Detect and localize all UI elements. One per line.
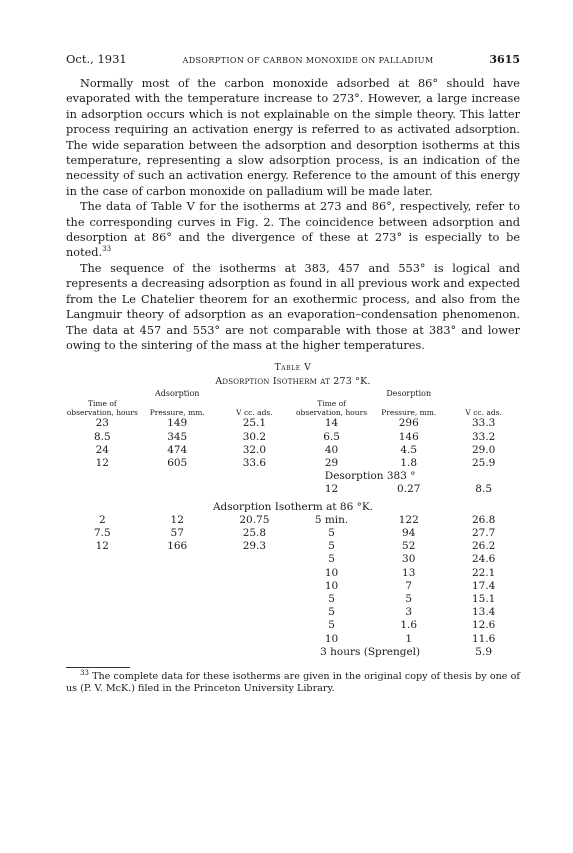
header-date: Oct., 1931	[66, 52, 127, 66]
table-row	[66, 580, 520, 593]
table-row	[66, 431, 520, 444]
paragraph-3: The sequence of the isotherms at 383, 457 and 553° is logical and represents a decreasing adsorption as found in all previous work and expected from the Le Chatelier theorem for an exothermic process, and also from the Langmuir theory of adsorption as an evaporation–condensation phenomenon. The data at 457 and 553° are not comparable with those at 383° and lower owing to the sintering of the mass at the higher temperatures.	[66, 261, 520, 352]
cell-time-des: 10	[324, 579, 339, 592]
cell-sprengel-label: 3 hours (Sprengel)	[320, 645, 421, 658]
footnote-ref: 33	[102, 245, 112, 254]
cell-vcc-ads: 32.0	[242, 443, 267, 456]
cell-time-des: 6.5	[323, 430, 340, 443]
paragraph-2	[66, 199, 520, 261]
cell-vcc-ads	[216, 619, 293, 632]
cell-pressure-des: 1.8	[400, 456, 418, 469]
cell-pressure-des: 5	[405, 592, 413, 605]
cell-time-ads	[66, 553, 139, 566]
cell-time-des: 29	[324, 456, 339, 469]
section-label-desorption-383: Desorption 383 °	[324, 470, 416, 483]
cell-time-des: 10	[324, 632, 339, 645]
cell-pressure-des: 296	[398, 417, 419, 430]
cell-time-des: 5	[328, 553, 335, 566]
cell-time-des: 5	[328, 592, 335, 605]
cell-vcc-des: 29.0	[471, 443, 496, 456]
table-row	[66, 606, 520, 619]
col-vcc-desorption: V cc. ads.	[465, 408, 502, 418]
cell-pressure-ads: 166	[167, 540, 188, 553]
cell-pressure-des: 52	[402, 540, 416, 553]
cell-pressure-des: 30	[402, 553, 416, 566]
cell-vcc-ads: 33.6	[242, 456, 267, 469]
cell-vcc-des: 26.2	[471, 540, 496, 553]
cell-pressure-ads: 57	[170, 526, 184, 539]
cell-time-ads	[66, 593, 139, 606]
cell-pressure-ads	[139, 633, 216, 646]
footnote	[66, 668, 520, 696]
table-row	[66, 593, 520, 606]
cell-pressure-ads: 605	[167, 456, 188, 469]
footnote-rule	[66, 667, 130, 668]
section-label-adsorption-86: Adsorption Isotherm at 86 °K.	[212, 500, 374, 513]
cell-vcc-ads	[216, 606, 293, 619]
group-header-row	[66, 389, 520, 399]
cell-pressure-des: 122	[398, 513, 419, 526]
cell-vcc-ads: 29.3	[242, 540, 267, 553]
table-row	[66, 527, 520, 540]
group-adsorption: Adsorption	[154, 389, 200, 399]
cell-pressure-des: 94	[402, 526, 416, 539]
table-row	[66, 457, 520, 470]
table-row	[66, 567, 520, 580]
cell-vcc-ads: 30.2	[242, 430, 267, 443]
cell-vcc-des: 26.8	[471, 513, 496, 526]
sprengel-row	[66, 646, 520, 659]
footnote-text: The complete data for these isotherms are given in the original copy of thesis by one of us (P. V. McK.) filed in the Princeton University Library.	[66, 670, 520, 695]
cell-pressure-des: 1	[405, 632, 413, 645]
cell-pressure-des: 3	[405, 606, 413, 619]
cell-time-des: 14	[324, 417, 339, 430]
table-row	[66, 417, 520, 430]
column-header-row	[66, 399, 520, 417]
cell-time-des: 5 min.	[314, 513, 349, 526]
cell-vcc-des: 22.1	[471, 566, 496, 579]
footnote-marker: 33	[80, 668, 89, 677]
cell-time-des: 5	[328, 526, 335, 539]
cell-time-ads	[66, 619, 139, 632]
col-time-desorption: Time of observation, hours	[296, 399, 368, 418]
cell-time-des: 40	[324, 443, 339, 456]
cell-time-ads: 7.5	[93, 526, 111, 539]
table-row	[66, 483, 520, 496]
cell-time-ads: 23	[95, 417, 109, 430]
cell-vcc-des: 12.6	[471, 619, 496, 632]
running-title: ADSORPTION OF CARBON MONOXIDE ON PALLADIUM	[182, 56, 434, 65]
cell-pressure-ads	[139, 619, 216, 632]
cell-vcc-des: 33.3	[471, 417, 496, 430]
cell-time-des: 10	[324, 566, 339, 579]
col-pressure-desorption: Pressure, mm.	[381, 408, 437, 418]
page-header	[66, 52, 520, 70]
cell-pressure-des: 13	[402, 566, 416, 579]
desorption-383-label-row	[66, 470, 520, 483]
cell-pressure-des: 7	[405, 579, 413, 592]
cell-vcc-des: 25.9	[471, 456, 496, 469]
cell-vcc-ads	[216, 593, 293, 606]
cell-vcc-ads	[216, 580, 293, 593]
cell-vcc-ads: 25.8	[242, 526, 267, 539]
paragraph-2-text: The data of Table V for the isotherms at 273 and 86°, respectively, refer to the corresponding curves in Fig. 2. The coincidence between adsorption and desorption at 86° and the divergence of these at 273° is especially to be noted.	[66, 200, 520, 260]
table-body	[66, 389, 520, 659]
paragraph-1: Normally most of the carbon monoxide adsorbed at 86° should have evaporated with the temperature increase to 273°. However, a large increase in adsorption occurs which is not explainable on the simple theory. This latter process requiring an activation energy is referred to as activated adsorption. The wide separation between the adsorption and desorption isotherms at this temperature, representing a slow adsorption process, is an indication of the necessity of such an activation energy. Reference to the amount of this energy in the case of carbon monoxide on palladium will be made later.	[66, 77, 520, 198]
cell-time-ads: 24	[95, 443, 109, 456]
group-desorption: Desorption	[386, 389, 432, 399]
paper-page	[66, 52, 520, 696]
cell-pressure-des: 1.6	[400, 619, 418, 632]
table-row	[66, 444, 520, 457]
table-subtitle: Adsorption Isotherm at 273 °K.	[215, 376, 371, 388]
table-row	[66, 633, 520, 646]
table-row	[66, 540, 520, 553]
adsorption-86-label-row	[66, 497, 520, 514]
cell-time-ads	[66, 567, 139, 580]
cell-vcc-ads	[216, 633, 293, 646]
cell-time-ads	[66, 606, 139, 619]
isotherm-table	[66, 389, 520, 659]
col-vcc-adsorption: V cc. ads.	[236, 408, 273, 418]
cell-pressure-des: 4.5	[400, 443, 418, 456]
cell-pressure-ads: 345	[167, 430, 188, 443]
cell-vcc-ads	[216, 553, 293, 566]
cell-vcc-des: 33.2	[471, 430, 496, 443]
table-row	[66, 619, 520, 632]
cell-time-des: 5	[328, 540, 335, 553]
cell-vcc-ads	[216, 567, 293, 580]
table-row	[66, 553, 520, 566]
cell-pressure-ads	[139, 567, 216, 580]
cell-pressure-ads	[139, 553, 216, 566]
cell-time-ads	[66, 633, 139, 646]
table-row	[66, 514, 520, 527]
cell-time-des: 5	[328, 619, 335, 632]
cell-vcc-des: 15.1	[471, 592, 496, 605]
cell-pressure-des: 146	[398, 430, 419, 443]
cell-time-des: 5	[328, 606, 335, 619]
cell-pressure-des: 0.27	[397, 483, 421, 496]
cell-vcc-des: 17.4	[471, 579, 496, 592]
cell-pressure-ads: 474	[167, 443, 188, 456]
cell-pressure-ads	[139, 606, 216, 619]
cell-vcc-ads: 25.1	[242, 417, 267, 430]
cell-vcc-des: 5.9	[475, 645, 492, 658]
table-title: Table V	[274, 363, 312, 374]
cell-vcc-des: 27.7	[471, 526, 496, 539]
cell-pressure-ads: 12	[170, 513, 184, 526]
cell-vcc-des: 13.4	[471, 606, 496, 619]
cell-pressure-ads: 149	[167, 417, 188, 430]
col-pressure-adsorption: Pressure, mm.	[149, 408, 205, 418]
cell-pressure-ads	[139, 593, 216, 606]
col-time-adsorption: Time of observation, hours	[66, 399, 138, 418]
cell-time-ads	[66, 580, 139, 593]
page-number: 3615	[489, 53, 520, 66]
cell-time-ads: 12	[95, 456, 109, 469]
cell-vcc-des: 24.6	[471, 553, 496, 566]
cell-vcc-des: 8.5	[475, 483, 492, 496]
cell-time-ads: 2	[98, 513, 106, 526]
cell-pressure-ads	[139, 580, 216, 593]
cell-time-ads: 12	[95, 540, 109, 553]
cell-vcc-ads: 20.75	[239, 513, 270, 526]
cell-time-ads: 8.5	[93, 430, 111, 443]
cell-time-des: 12	[324, 483, 339, 496]
cell-vcc-des: 11.6	[471, 632, 496, 645]
